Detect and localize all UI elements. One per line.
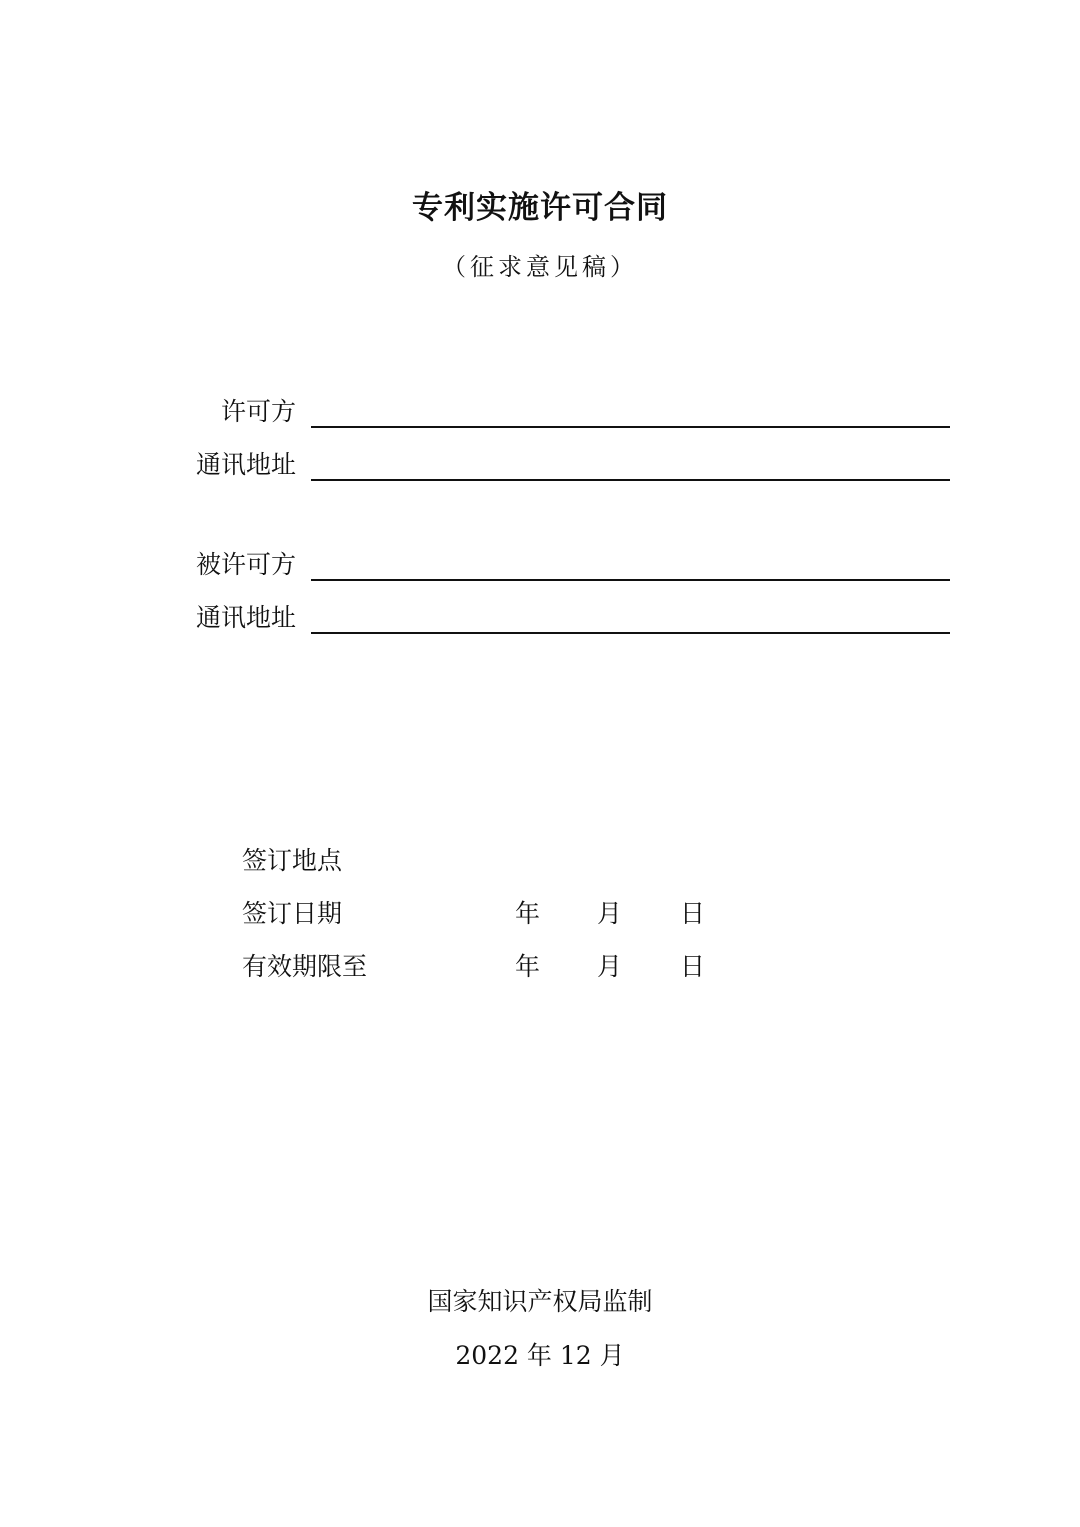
validity-year-unit: 年 — [515, 952, 541, 981]
document-subtitle: （征求意见稿） — [442, 253, 638, 281]
signing-date-day-unit: 日 — [680, 899, 706, 928]
licensor-row — [0, 390, 1080, 430]
validity-day-unit: 日 — [680, 952, 706, 981]
licensor-label: 许可方 — [220, 397, 296, 426]
licensor-field[interactable] — [311, 396, 950, 428]
document-title: 专利实施许可合同 — [412, 190, 668, 226]
licensor-address-row — [0, 443, 1080, 483]
licensee-row — [0, 543, 1080, 583]
licensor-address-label: 通讯地址 — [195, 450, 296, 479]
signing-place-label: 签订地点 — [242, 846, 343, 875]
licensee-address-label: 通讯地址 — [195, 603, 296, 632]
licensee-field[interactable] — [311, 549, 950, 581]
supervising-organization: 国家知识产权局监制 — [427, 1287, 653, 1316]
validity-month-unit: 月 — [597, 952, 623, 981]
validity-label: 有效期限至 — [242, 952, 368, 981]
signing-date-label: 签订日期 — [242, 899, 343, 928]
licensee-label: 被许可方 — [195, 550, 296, 579]
signing-date-year-unit: 年 — [515, 899, 541, 928]
licensor-address-field[interactable] — [311, 449, 950, 481]
publication-date: 2022 年 12 月 — [455, 1341, 625, 1370]
licensee-address-field[interactable] — [311, 602, 950, 634]
signing-date-month-unit: 月 — [597, 899, 623, 928]
licensee-address-row — [0, 596, 1080, 636]
